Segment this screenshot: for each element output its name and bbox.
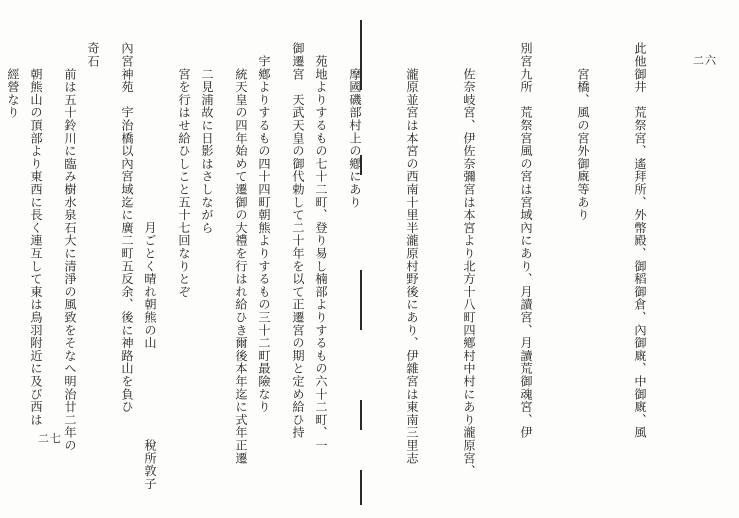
text-line: 奇石 [86,42,100,106]
text-line: 別宮九所 荒祭宮風の宮は宮域內にあり、月讀宮、月讀荒御魂宮、伊 [519,42,533,439]
text-line: 御遷宮 天武天皇の御代勅して二十年を以て正遷宮の期と定め給ひ持 [291,42,305,439]
text-line: 此他御井 荒祭宮、遙拜所、外幣殿、御稻御倉、內御廐、中御廐、風 [633,42,647,439]
text-line: 瀧原並宮は本宮の西南十里半瀧原村野後にあり、伊雜宮は東南三里志 [405,42,419,465]
text-line: 月ごとく晴れ朝熊の山 稅所敦子 [143,42,157,490]
text-line: 經營なり [6,42,20,119]
text-line: 宇鄕よりするもの四十四町朝熊よりするもの三十二町最險なり [257,42,271,414]
text-line: 內宮神苑 宇治橋以內宮域迄に廣二町五反余、後に神路山を負ひ [120,42,134,414]
text-line: 二見浦故に日影はさしながら [200,42,214,234]
text-line: 朝熊山の頂部より東西に長く連互して東は鳥羽附近に及び西は [29,42,43,426]
text-line: 佐奈岐宮、伊佐奈彌宮は本宮より北方十八町四鄕村中村にあり瀧原宮、 [462,42,476,478]
text-line: 苑地よりするもの七十二町、登り易し楠部よりするもの六十二町、一 [314,42,328,452]
text-line: 宮橋、風の宮外御廐等あり [576,42,590,222]
text-line: 統天皇の四年始めて遷御の大禮を行はれ給ひき爾後本年迄に式年正遷 [234,42,248,465]
page-number-right: 二六 [693,54,717,67]
page-number-left: 二七 [38,432,62,445]
text-line: 摩國磯部村上の鄕にあり [348,42,362,209]
text-line: 宮を行はせ給ひしこと五十七回なりとぞ [177,42,191,298]
text-line: 前は五十鈴川に臨み樹水泉石大に清淨の風致をそなへ明治廿二年の [63,42,77,452]
